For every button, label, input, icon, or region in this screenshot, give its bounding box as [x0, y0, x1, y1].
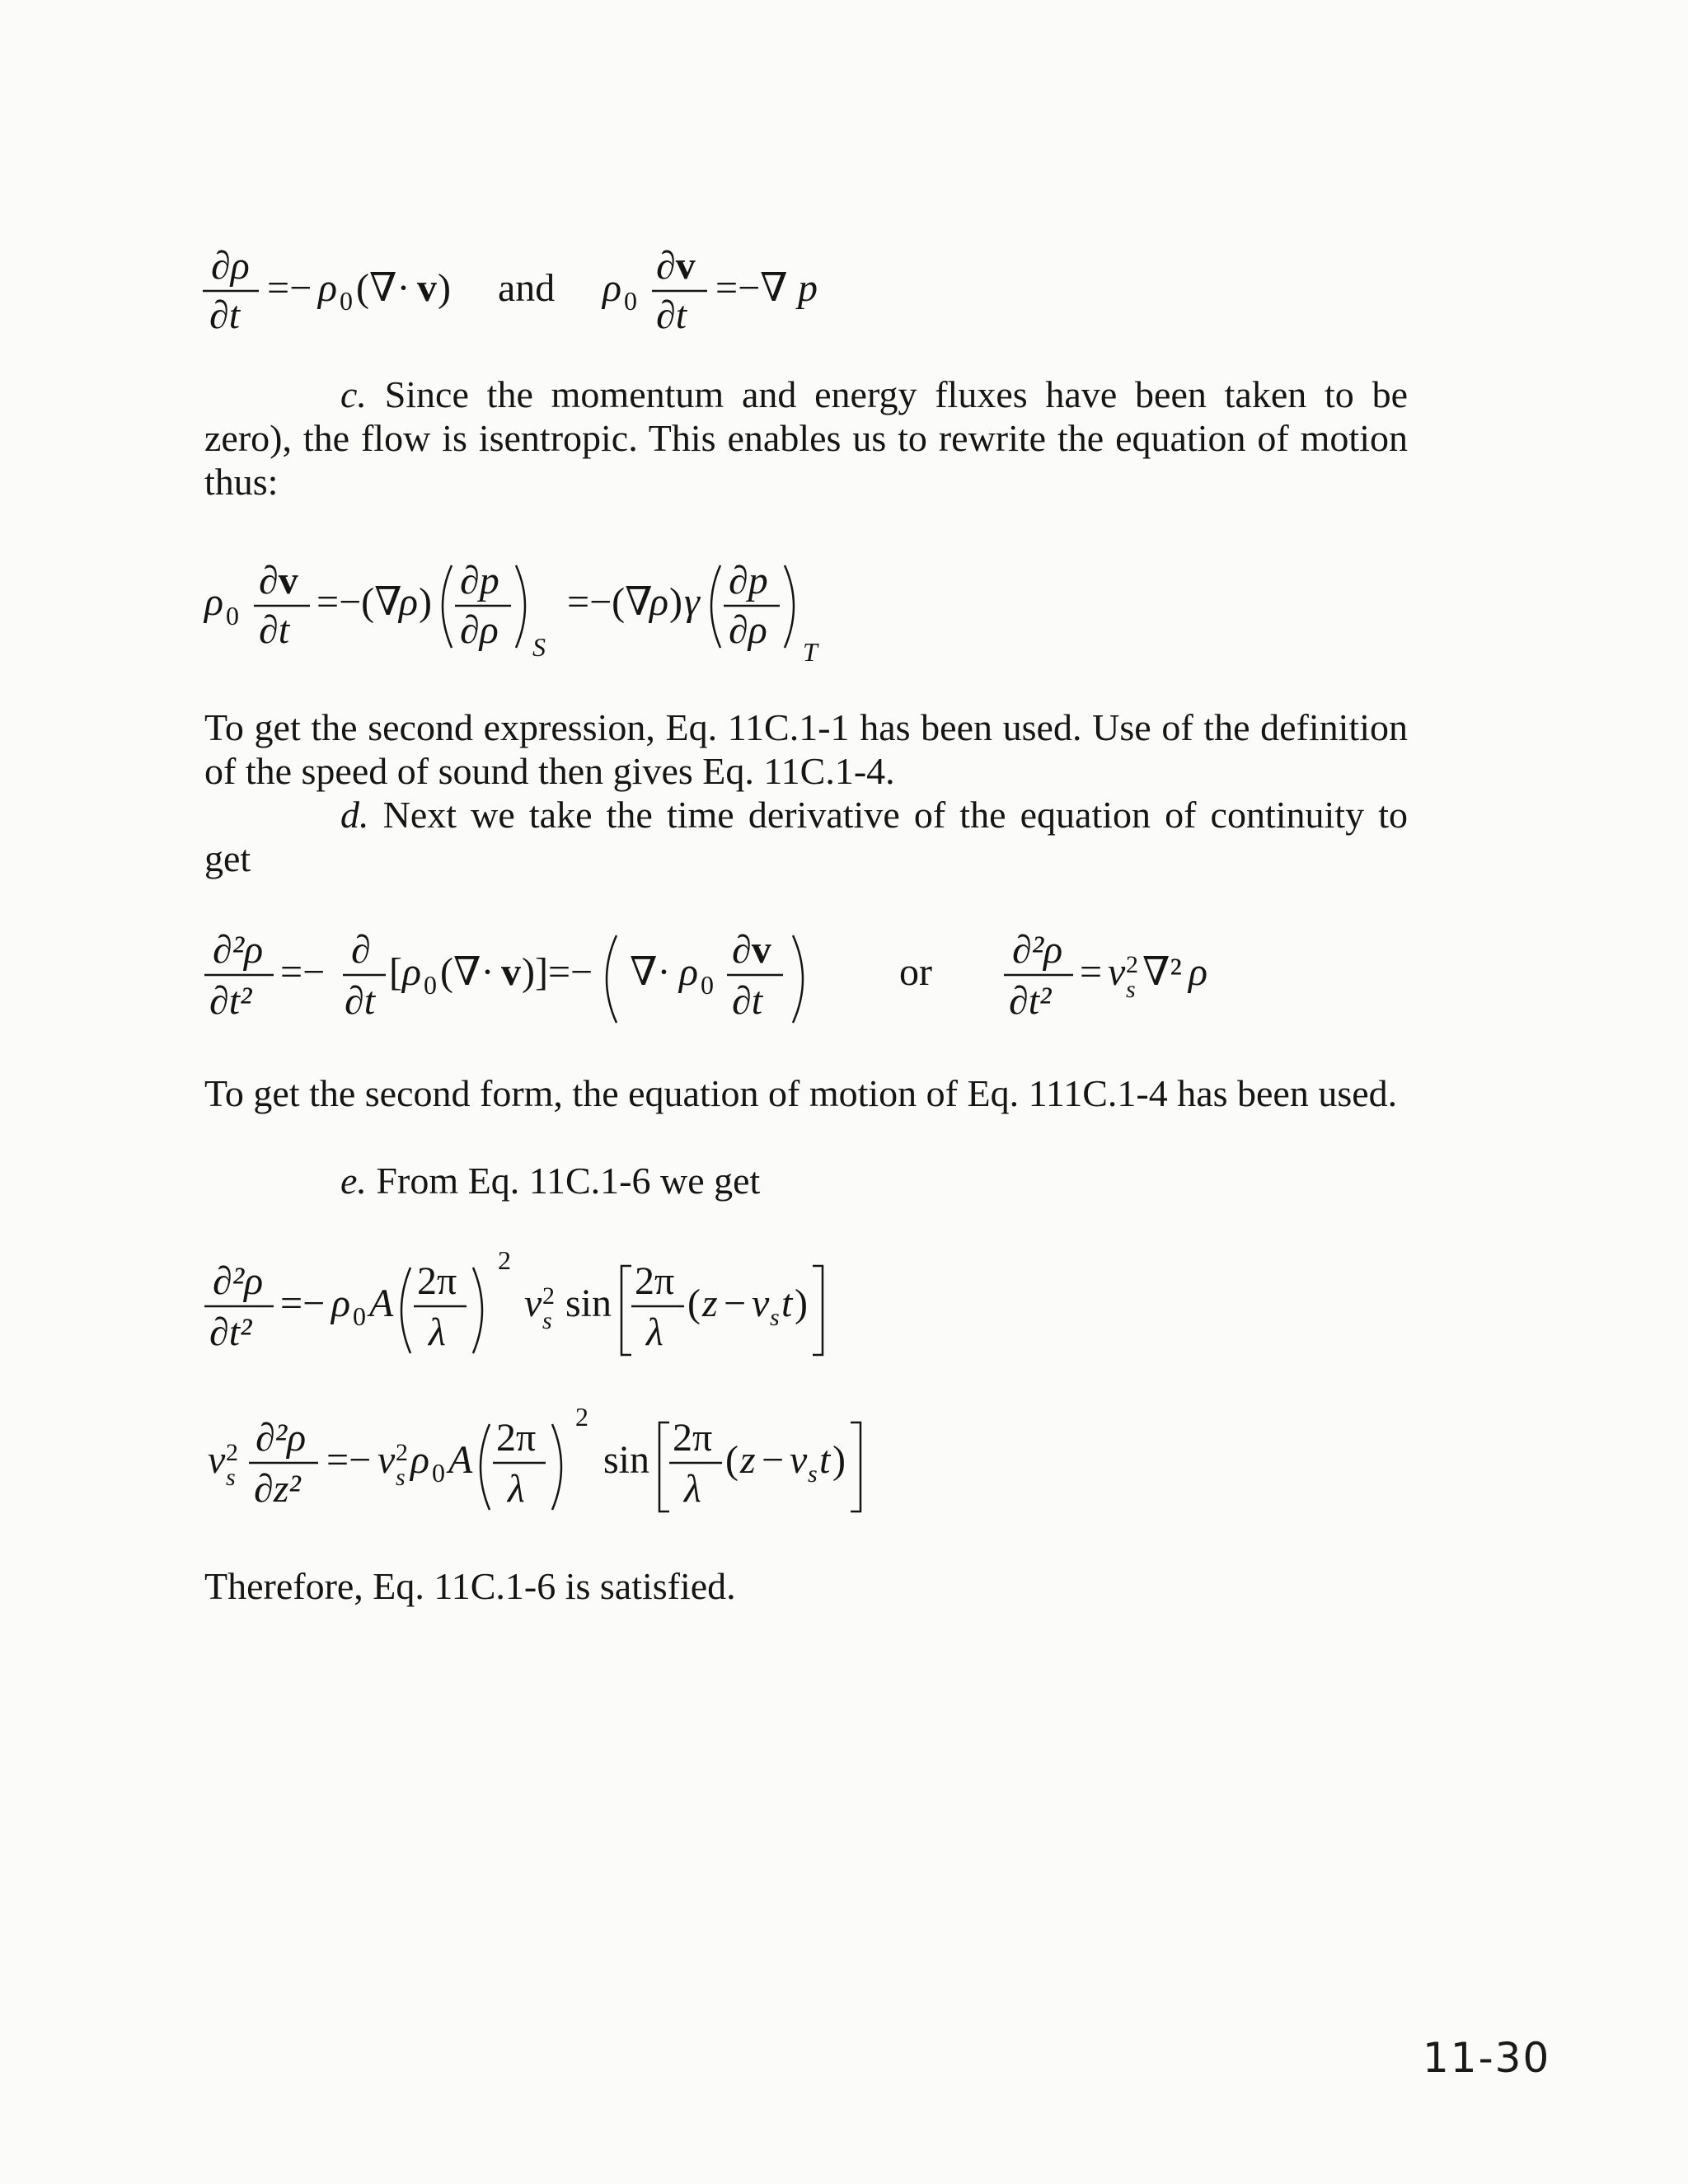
svg-text:(∇·: (∇· [440, 950, 495, 994]
svg-text:2: 2 [542, 1282, 555, 1310]
svg-text:2: 2 [575, 1402, 588, 1432]
svg-text:2π: 2π [417, 1259, 457, 1303]
svg-text:): ) [419, 580, 432, 624]
svg-text:): ) [795, 1282, 808, 1325]
svg-text:0: 0 [340, 286, 353, 316]
svg-text:λ: λ [429, 1310, 446, 1354]
svg-text:2π: 2π [673, 1416, 713, 1460]
svg-text:2: 2 [396, 1439, 408, 1466]
svg-text:ρ: ρ [318, 266, 338, 310]
svg-text:0: 0 [624, 286, 637, 316]
svg-text:sin: sin [603, 1438, 650, 1482]
svg-text:ρ: ρ [649, 580, 669, 624]
svg-text:∂: ∂ [351, 928, 371, 972]
svg-text:∂t: ∂t [209, 293, 241, 337]
svg-text:=: = [1080, 950, 1103, 994]
svg-text:s: s [770, 1304, 780, 1331]
svg-text:∂²ρ: ∂²ρ [1012, 928, 1063, 972]
svg-text:γ: γ [684, 580, 700, 624]
paragraph-d-text: Next we take the time derivative of the equation of continuity to get [204, 794, 1408, 879]
svg-text:0: 0 [424, 970, 437, 1000]
page-number: 11-30 [1423, 2034, 1551, 2082]
svg-text:): ) [669, 580, 682, 624]
svg-text:t: t [781, 1282, 793, 1325]
svg-text:=−: =− [326, 1438, 372, 1482]
svg-text:0: 0 [701, 970, 714, 1000]
label-e: e. [340, 1160, 367, 1202]
and-word: and [498, 266, 556, 310]
paragraph-c [204, 373, 1408, 504]
paragraph-e [204, 1159, 1408, 1202]
svg-text:∇·: ∇· [630, 950, 671, 994]
svg-text:∂²ρ: ∂²ρ [213, 1259, 264, 1303]
svg-text:∂t: ∂t [345, 979, 376, 1023]
svg-text:ρ: ρ [410, 1438, 430, 1482]
svg-text:): ) [438, 266, 451, 310]
svg-text:v: v [208, 1438, 226, 1482]
svg-text:ρ: ρ [603, 266, 622, 310]
svg-text:λ: λ [508, 1467, 525, 1511]
svg-text:2π: 2π [635, 1259, 675, 1303]
svg-text:v: v [1108, 950, 1126, 994]
svg-text:λ: λ [684, 1467, 701, 1511]
svg-text:v: v [790, 1438, 808, 1482]
svg-text:∂v: ∂v [732, 928, 771, 972]
svg-text:v: v [501, 950, 521, 994]
svg-text:∂v: ∂v [259, 559, 298, 602]
svg-text:z: z [702, 1282, 718, 1325]
svg-text:s: s [396, 1464, 406, 1491]
paragraph-conclusion: Therefore, Eq. 11C.1-6 is satisfied. [204, 1565, 736, 1607]
svg-text:v: v [377, 1438, 396, 1482]
svg-text:2: 2 [226, 1439, 238, 1466]
svg-text:=−(∇: =−(∇ [316, 580, 402, 624]
svg-text:2: 2 [498, 1245, 511, 1275]
paragraph-d [204, 793, 1408, 880]
svg-text:∂t: ∂t [259, 608, 290, 652]
svg-text:2π: 2π [496, 1416, 537, 1460]
svg-text:p: p [798, 266, 818, 310]
svg-text:ρ: ρ [1189, 950, 1208, 994]
paragraph-e-text: From Eq. 11C.1-6 we get [366, 1160, 761, 1202]
svg-text:(: ( [725, 1438, 738, 1482]
svg-text:−: − [724, 1282, 747, 1325]
svg-text:∂ρ: ∂ρ [211, 244, 250, 288]
svg-text:v: v [524, 1282, 542, 1325]
svg-text:∇²: ∇² [1142, 950, 1182, 994]
svg-text:ρ: ρ [399, 580, 419, 624]
svg-text:s: s [1126, 976, 1136, 1003]
svg-text:S: S [532, 632, 546, 662]
svg-text:∂ρ: ∂ρ [460, 608, 499, 652]
svg-text:∂v: ∂v [656, 244, 696, 288]
svg-text:∂p: ∂p [729, 559, 768, 602]
svg-text:=−: =− [267, 266, 312, 310]
svg-text:t: t [819, 1438, 831, 1482]
svg-text:[: [ [389, 950, 402, 994]
svg-text:=−∇: =−∇ [715, 266, 788, 310]
svg-text:λ: λ [646, 1310, 663, 1354]
svg-text:∂t²: ∂t² [209, 979, 252, 1023]
or-word: or [899, 950, 932, 994]
svg-text:−: − [762, 1438, 785, 1482]
svg-text:sin: sin [565, 1282, 612, 1325]
equation-isentropic-motion [195, 551, 936, 684]
paragraph-after-c-equation: To get the second expression, Eq. 11C.1-1 has been used. Use of the definition of the speed of sound then gives Eq. 11C.1-4. [204, 706, 1408, 792]
svg-text:∂t: ∂t [656, 293, 687, 337]
svg-text:∂ρ: ∂ρ [729, 608, 767, 652]
equation-continuity-motion [195, 239, 936, 356]
svg-text:∂t²: ∂t² [209, 1310, 252, 1354]
svg-text:∂²ρ: ∂²ρ [213, 928, 264, 972]
svg-text:=−(∇: =−(∇ [567, 580, 653, 624]
svg-text:): ) [832, 1438, 846, 1482]
svg-text:∂t: ∂t [732, 979, 763, 1023]
svg-text:ρ: ρ [402, 950, 422, 994]
svg-text:∂t²: ∂t² [1009, 979, 1052, 1023]
svg-text:s: s [542, 1307, 552, 1334]
svg-text:∂z²: ∂z² [254, 1467, 301, 1511]
svg-text:A: A [448, 1438, 473, 1482]
paragraph-after-d-equation: To get the second form, the equation of motion of Eq. 111C.1-4 has been used. [204, 1072, 1398, 1114]
svg-text:=−: =− [280, 950, 326, 994]
label-d: d. [340, 794, 369, 836]
svg-text:∂p: ∂p [460, 559, 499, 602]
svg-text:0: 0 [353, 1301, 366, 1331]
svg-text:s: s [808, 1460, 818, 1488]
svg-text:T: T [803, 637, 818, 667]
equation-wave [195, 923, 1266, 1057]
svg-text:∂²ρ: ∂²ρ [256, 1416, 307, 1460]
svg-text:(: ( [687, 1282, 701, 1325]
svg-text:2: 2 [1126, 951, 1138, 978]
svg-text:s: s [226, 1464, 236, 1491]
svg-text:=−: =− [280, 1282, 326, 1325]
equation-rho-time-second-derivative [195, 1244, 936, 1378]
svg-text:0: 0 [432, 1458, 445, 1488]
label-c: c. [340, 373, 367, 415]
svg-text:v: v [417, 266, 437, 310]
equation-rho-space-second-derivative [195, 1401, 936, 1535]
paragraph-c-text: Since the momentum and energy fluxes have been taken to be zero), the flow is isentropic. This enables us to rewrite the equation of motion thus: [204, 373, 1408, 503]
svg-text:ρ: ρ [679, 950, 699, 994]
svg-text:v: v [752, 1282, 770, 1325]
svg-text:0: 0 [226, 601, 239, 630]
svg-text:A: A [369, 1282, 394, 1325]
svg-text:ρ: ρ [331, 1282, 351, 1325]
svg-text:(∇·: (∇· [356, 266, 410, 310]
svg-text:z: z [740, 1438, 756, 1482]
svg-text:)]=−: )]=− [522, 950, 593, 994]
svg-text:ρ: ρ [204, 580, 224, 624]
